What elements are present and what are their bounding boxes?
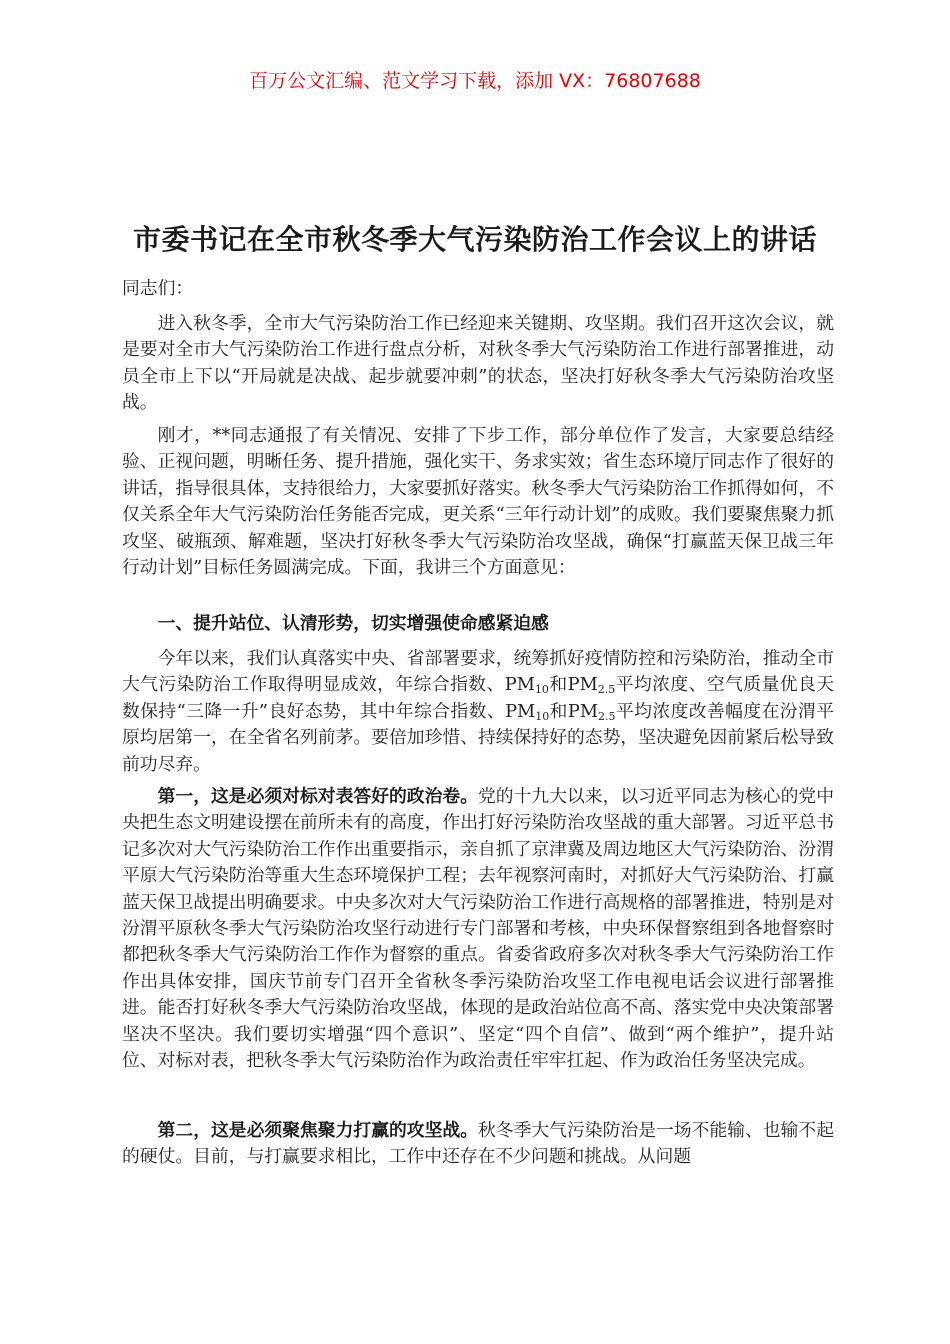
text-run: 秋冬季大气污染防治是一场不能输、也输不起的硬仗。目前，与打赢要求相比，工作中还存在不少问题和挑战。从问题 [122,1120,834,1168]
section-heading-1 [122,611,834,637]
paragraph-intro [122,311,834,417]
text-run: 和PM [549,700,599,722]
text-run: 今年以来，我们认真落实中央、省部署要求，统筹抓好疫情防控和污染防治，推动全市大气污染防治工作取得明显成效，年综合指数、PM [122,648,834,696]
text-run: 党的十九大以来，以习近平同志为核心的党中央把生态文明建设摆在前所未有的高度，作出打好污染防治攻坚战的重大部署。习近平总书记多次对大气污染防治工作作出重要指示，亲自抓了京津冀及周边地区大气污染防治、汾渭平原大气污染防治等重大生态环境保护工程；去年视察河南时，对抓好大气污染防治、打赢蓝天保卫战提出明确要求。中央多次对大气污染防治工作进行高规格的部署推进，特别是对汾渭平原秋冬季大气污染防治攻坚行动进行专门部署和考核，中央环保督察组到各地督察时都把秋冬季大气污染防治工作作为督察的重点。省委省政府多次对秋冬季大气污染防治工作作出具体安排，国庆节前专门召开全省秋冬季污染防治攻坚工作电视电话会议进行部署推进。能否打好秋冬季大气污染防治攻坚战，体现的是政治站位高不高、落实党中央决策部署坚决不坚决。我们要切实增强“四个意识”、坚定“四个自信”、做到“两个维护”，提升站位、对标对表，把秋冬季大气污染防治作为政治责任牢牢扛起、作为政治任务坚决完成。 [122,786,834,1072]
paragraph-text: 进入秋冬季，全市大气污染防治工作已经迎来关键期、攻坚期。我们召开这次会议，就是要对全市大气污染防治工作进行盘点分析，对秋冬季大气污染防治工作进行部署推进，动员全市上下以“开局就是决战、起步就要冲刺”的状态，坚决打好秋冬季大气污染防治攻坚战。 [122,313,834,414]
page-title: 市委书记在全市秋冬季大气污染防治工作会议上的讲话 [132,223,817,256]
paragraph-text [122,1118,834,1171]
point-lead: 第二，这是必须聚焦聚力打赢的攻坚战。 [157,1120,478,1141]
paragraph-second-point [122,1118,834,1171]
paragraph-text [122,646,834,778]
salutation: 同志们： [122,278,194,299]
section-heading-text: 一、提升站位、认清形势，切实增强使命感紧迫感 [157,613,549,634]
paragraph-context [122,423,834,581]
text-run: 平均浓度改善幅度在汾渭平原均居第一，在全省名列前茅。要倍加珍惜、持续保持好的态势，坚决避免因前紧后松导致前功尽弃。 [122,700,834,775]
paragraph-first-point [122,784,834,1074]
paragraph-text [122,784,834,1074]
subscript: 2.5 [597,683,616,697]
paragraph-text: 刚才，**同志通报了有关情况、安排了下步工作，部分单位作了发言，大家要总结经验、正视问题，明晰任务、提升措施，强化实干、务求实效；省生态环境厅同志作了很好的讲话，指导很具体，支持很给力，大家要抓好落实。秋冬季大气污染防治工作抓得如何，不仅关系全年大气污染防治任务能否完成，更关系“三年行动计划”的成败。我们要聚焦聚力抓攻坚、破瓶颈、解难题，坚决打好秋冬季大气污染防治攻坚战，确保“打赢蓝天保卫战三年行动计划”目标任务圆满完成。下面，我讲三个方面意见： [122,425,834,579]
subscript: 2.5 [598,709,616,723]
watermark-banner: 百万公文汇编、范文学习下载，添加 VX：76807688 [249,70,701,92]
text-run: 和PM [548,674,598,696]
paragraph-progress [122,646,834,778]
text-run: 平均浓度、空气质量优良天数保持“三降一升”良好态势，其中年综合指数、PM [122,674,834,722]
subscript: 10 [534,683,549,697]
subscript: 10 [535,709,550,723]
point-lead: 第一，这是必须对标对表答好的政治卷。 [157,786,478,807]
